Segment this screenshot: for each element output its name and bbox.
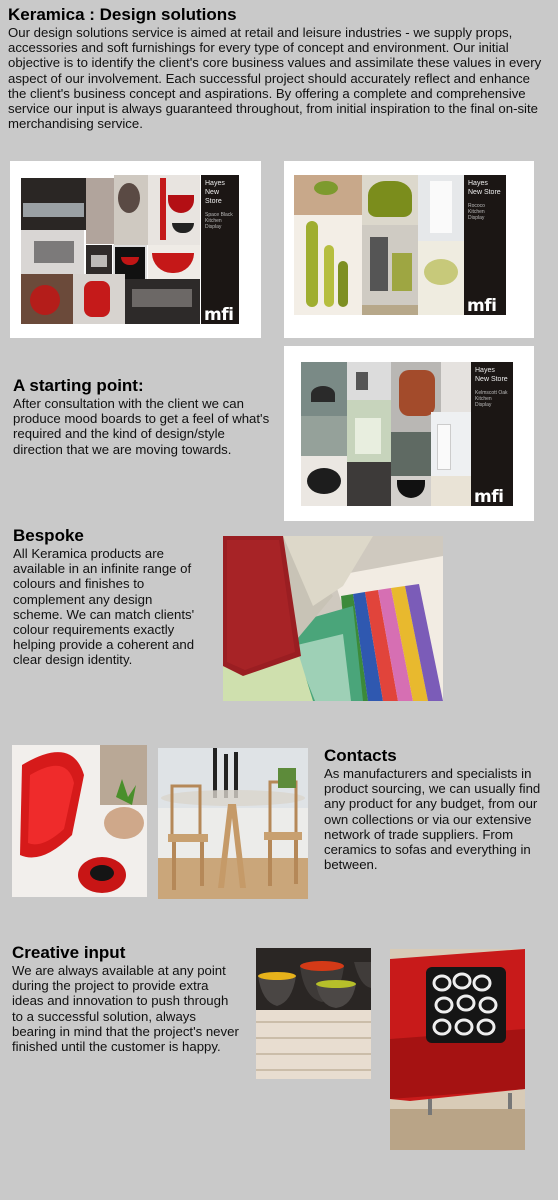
red-chair-cushion-image xyxy=(390,949,525,1150)
mfi-logo: mfi xyxy=(474,487,504,507)
moodboard-store: Hayes New Store xyxy=(468,180,501,196)
contacts-text: As manufacturers and specialists in product sourcing, we can usually find any product for any budget, from our own collections or via our extensive network of trade suppliers. From ceramics to sofas and everything in between. xyxy=(324,766,541,873)
moodboard-label-panel xyxy=(471,362,513,506)
page-title: Keramica : Design solutions xyxy=(8,5,237,24)
fabric-swatches-image xyxy=(223,536,443,701)
moodboard-label-panel xyxy=(464,175,506,315)
creative-input-text: We are always available at any point during the project to provide extra ideas and innovation to push through to a successful solution, always bearing in mind that the project's never finished until the customer is happy. xyxy=(12,963,239,1055)
moodboard-subtitle: Space Black Kitchen Display xyxy=(205,212,233,230)
moodboard-subtitle: Kelmscott Oak Kitchen Display xyxy=(475,390,508,408)
bespoke-heading: Bespoke xyxy=(13,526,84,545)
bowls-image xyxy=(256,948,371,1079)
moodboard-space-black xyxy=(10,161,261,338)
contacts-heading: Contacts xyxy=(324,746,397,765)
moodboard-rococo xyxy=(284,161,534,338)
moodboard-subtitle: Rococo Kitchen Display xyxy=(468,203,485,221)
moodboard-store: Hayes New Store xyxy=(205,180,225,205)
starting-point-text: After consultation with the client we can produce mood boards to get a feel of what's required and the kind of design/style direction that we are moving towards. xyxy=(13,396,270,457)
mfi-logo: mfi xyxy=(467,296,497,316)
bespoke-text: All Keramica products are available in an infinite range of colours and finishes to complement any design scheme. We can match clients' colour requirements exactly helping provide a coherent and clear design identity. xyxy=(13,546,195,668)
mfi-logo: mfi xyxy=(204,305,234,325)
red-sofa-image xyxy=(12,745,147,897)
starting-point-heading: A starting point: xyxy=(13,376,144,395)
creative-input-heading: Creative input xyxy=(12,943,126,962)
dining-table-image xyxy=(158,748,308,899)
moodboard-kelmscott-oak xyxy=(284,346,534,521)
intro-text: Our design solutions service is aimed at retail and leisure industries - we supply props, accessories and soft furnishings for every type of concept and environment. Our initial objective is to identify the client's core business values and assimilate these values in every aspect of our involvement. Each successful project should accurately reflect and enhance the client's business concept and aspirations. By offering a complete and comprehensive service our input is always guaranteed throughout, from initial inspiration to the final on-site merchandising service. xyxy=(8,25,542,132)
moodboard-label-panel xyxy=(201,175,239,324)
moodboard-store: Hayes New Store xyxy=(475,367,508,383)
